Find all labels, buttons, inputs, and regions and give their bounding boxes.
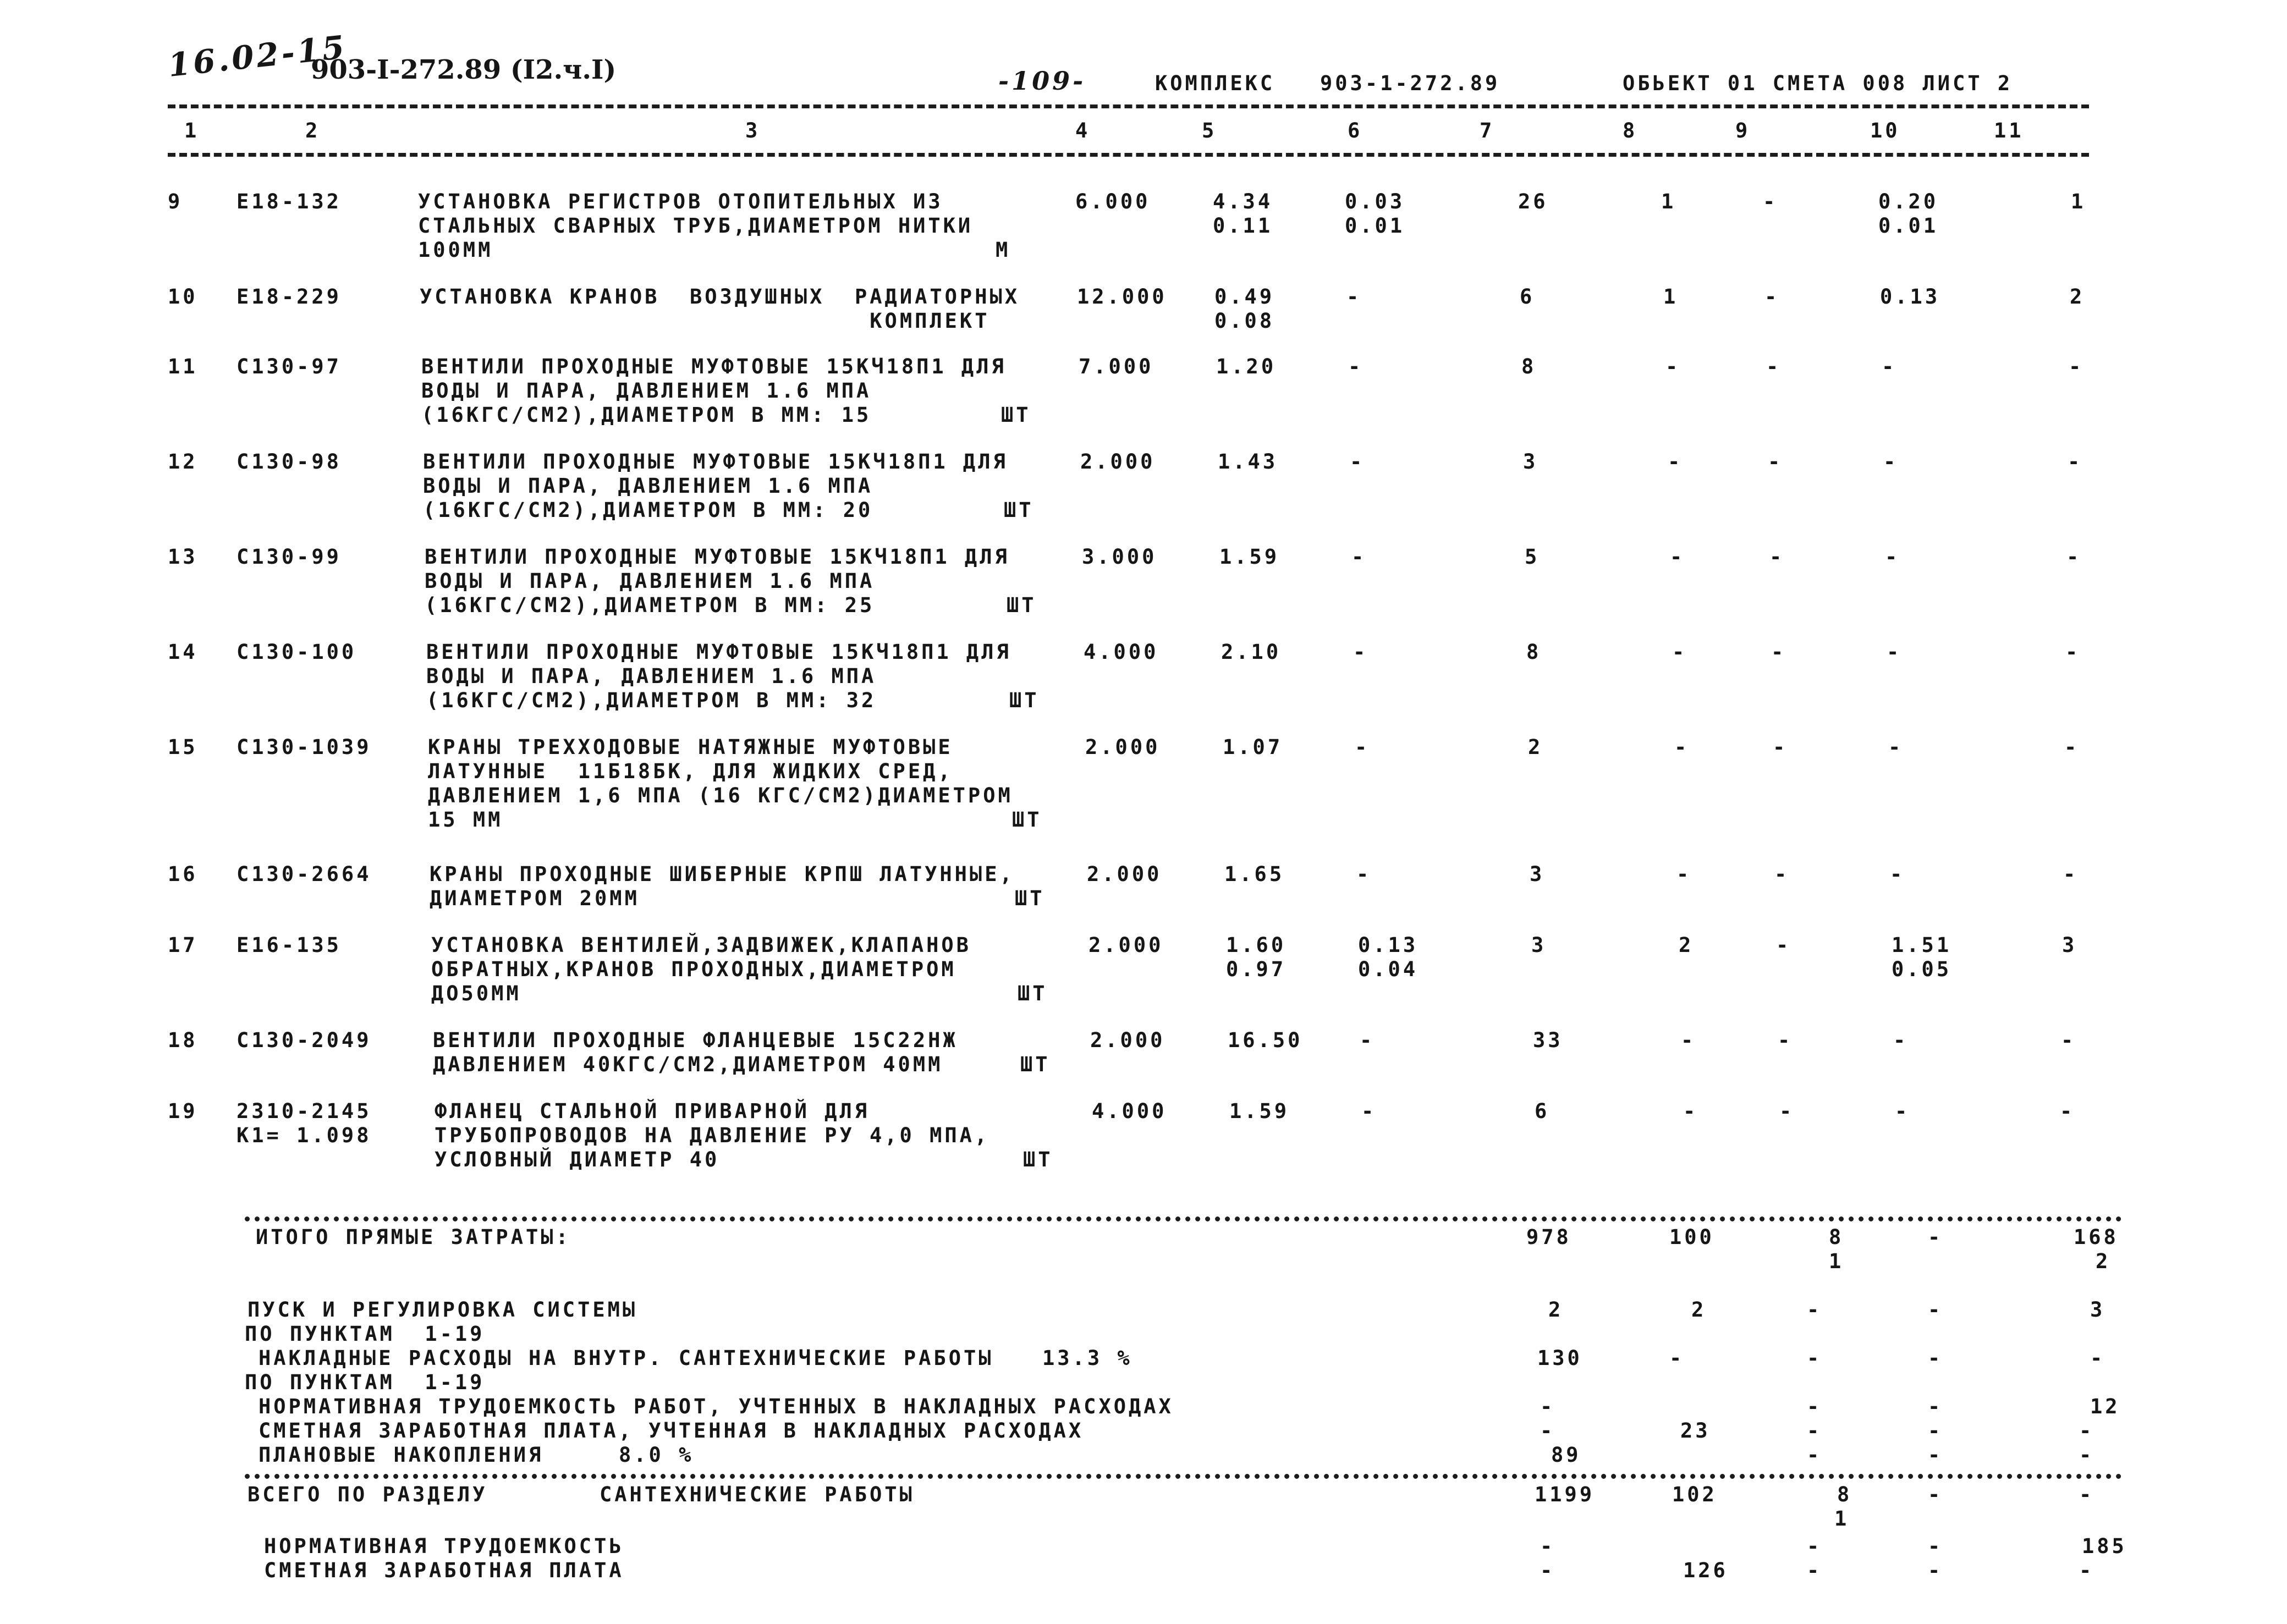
wage2-c9: - [1807,1559,1822,1582]
row-c8: - [1681,1028,1696,1052]
row-description-line: УСТАНОВКА ВЕНТИЛЕЙ,ЗАДВИЖЕК,КЛАПАНОВ [431,933,971,957]
row-unit: М [996,238,1011,262]
row-number: 17 [168,933,198,957]
row-description-line: (16КГС/СМ2),ДИАМЕТРОМ В ММ: 25 [425,593,875,617]
wage2-c8: 126 [1683,1559,1728,1582]
row-unit: ШТ [1020,1053,1051,1076]
startup-label: ПУСК И РЕГУЛИРОВКА СИСТЕМЫ [248,1298,638,1322]
labor-c9: - [1807,1534,1822,1558]
row-c7: 6 [1520,285,1535,309]
row-quantity: 6.000 [1075,190,1151,213]
row-description-line: ДИАМЕТРОМ 20ММ [430,887,640,910]
row-c11: - [2064,735,2080,759]
startup-c11: 3 [2090,1298,2105,1322]
row-description-line: ОБРАТНЫХ,КРАНОВ ПРОХОДНЫХ,ДИАМЕТРОМ [431,957,956,981]
row-code: 2310-2145 [237,1099,372,1123]
direct-costs-c11b: 2 [2096,1249,2111,1273]
wage2-c10: - [1928,1559,1943,1582]
section-c9a: 8 [1837,1483,1852,1506]
row-description-line: ВЕНТИЛИ ПРОХОДНЫЕ МУФТОВЫЕ 15КЧ18П1 ДЛЯ [421,355,1007,378]
direct-costs-label: ИТОГО ПРЯМЫЕ ЗАТРАТЫ: [256,1225,571,1249]
column-number: 8 [1623,119,1638,142]
column-number: 10 [1870,119,1900,142]
row-c7: 3 [1523,450,1538,474]
row-c5-main: 1.07 [1223,735,1283,759]
row-description-line: ДАВЛЕНИЕМ 40КГС/СМ2,ДИАМЕТРОМ 40ММ [433,1053,943,1076]
row-c8: 1 [1663,285,1679,309]
column-number: 6 [1348,119,1363,142]
row-c9: - [1779,1099,1795,1123]
row-c8: - [1665,355,1681,378]
row-c10-main: - [1888,735,1904,759]
row-c10-sub: 0.01 [1878,214,1939,238]
row-c8: 2 [1679,933,1694,957]
row-unit: ШТ [1004,498,1034,522]
section-c8: 102 [1672,1483,1717,1506]
row-c5-sub: 0.97 [1226,957,1287,981]
row-c10-main: 0.20 [1878,190,1939,213]
row-c6-sub: 0.04 [1358,957,1419,981]
labor-norm-c10: - [1928,1395,1943,1418]
row-quantity: 12.000 [1077,285,1167,309]
row-description-line: ВОДЫ И ПАРА, ДАВЛЕНИЕМ 1.6 МПА [426,664,877,688]
column-number: 3 [745,119,761,142]
section-c10: - [1928,1483,1943,1506]
overhead-percent: 13.3 % [1042,1346,1132,1370]
row-c8: - [1670,545,1685,569]
row-c10-main: - [1893,1028,1909,1052]
wage-c7: - [1540,1419,1555,1443]
labor-c10: - [1928,1534,1943,1558]
wage-c10: - [1928,1419,1943,1443]
row-c7: 6 [1535,1099,1550,1123]
row-c6-main: - [1350,450,1365,474]
savings-c10: - [1928,1443,1943,1467]
row-description-line: КОМПЛЕКТ [420,309,990,333]
complex-code: 903-1-272.89 [1320,71,1500,95]
row-description-line: (16КГС/СМ2),ДИАМЕТРОМ В ММ: 15 [421,403,872,427]
row-c11: - [2060,1099,2075,1123]
row-quantity: 4.000 [1092,1099,1167,1123]
column-number: 5 [1202,119,1217,142]
row-c5-main: 1.59 [1229,1099,1290,1123]
row-unit: ШТ [1012,808,1042,832]
row-code: С130-98 [237,450,342,474]
row-description-line: ТРУБОПРОВОДОВ НА ДАВЛЕНИЕ РУ 4,0 МПА, [435,1124,990,1147]
row-unit: ШТ [1009,689,1040,712]
column-number: 2 [305,119,321,142]
header-rule-bottom [168,153,2089,157]
labor-c11: 185 [2082,1534,2127,1558]
labor-norm-c7: - [1540,1395,1555,1418]
row-c9: - [1769,545,1785,569]
row-unit: ШТ [1018,982,1048,1005]
row-c11: - [2065,640,2081,664]
row-c7: 2 [1528,735,1543,759]
row-code: С130-97 [237,355,342,378]
row-number: 12 [168,450,198,474]
wage-c8: 23 [1680,1419,1711,1443]
row-quantity: 2.000 [1085,735,1161,759]
row-description-line: ФЛАНЕЦ СТАЛЬНОЙ ПРИВАРНОЙ ДЛЯ [435,1099,870,1123]
row-description-line: УСЛОВНЫЙ ДИАМЕТР 40 [435,1148,720,1171]
row-c5-main: 1.60 [1226,933,1287,957]
row-c11: - [2068,450,2083,474]
row-c6-main: 0.03 [1345,190,1405,213]
row-description-line: УСТАНОВКА КРАНОВ ВОЗДУШНЫХ РАДИАТОРНЫХ [420,285,1020,309]
row-code: С130-99 [237,545,342,569]
row-description-line: ВЕНТИЛИ ПРОХОДНЫЕ ФЛАНЦЕВЫЕ 15С22НЖ [433,1028,958,1052]
section-c11: - [2079,1483,2094,1506]
row-description-line: КРАНЫ ПРОХОДНЫЕ ШИБЕРНЫЕ КРПШ ЛАТУННЫЕ, [430,862,1015,886]
column-number: 4 [1075,119,1091,142]
wage2-c11: - [2079,1559,2094,1582]
row-c10-main: - [1882,355,1897,378]
row-c5-main: 1.59 [1219,545,1280,569]
row-number: 15 [168,735,198,759]
row-c11: 1 [2071,190,2086,213]
row-quantity: 2.000 [1090,1028,1166,1052]
row-c6-main: - [1355,735,1370,759]
row-c11: - [2066,545,2082,569]
row-c9: - [1773,735,1788,759]
row-quantity: 7.000 [1079,355,1154,378]
row-c9: - [1776,933,1791,957]
startup-c9: - [1807,1298,1822,1322]
row-c9: - [1764,285,1780,309]
row-c6-main: - [1360,1028,1375,1052]
overhead-c11: - [2090,1346,2105,1370]
wage-c9: - [1807,1419,1822,1443]
row-description-line: ВЕНТИЛИ ПРОХОДНЫЕ МУФТОВЫЕ 15КЧ18П1 ДЛЯ [425,545,1010,569]
page-number: -109- [998,66,1086,96]
wage2-c7: - [1540,1559,1555,1582]
row-c11: 3 [2062,933,2077,957]
row-coefficient: К1= 1.098 [237,1124,372,1147]
row-c9: - [1771,640,1786,664]
totals-rule-top [245,1216,2122,1221]
row-unit: ШТ [1023,1148,1053,1171]
row-code: Е18-229 [237,285,342,309]
row-c9: - [1778,1028,1793,1052]
labor-norm-c9: - [1807,1395,1822,1418]
row-quantity: 4.000 [1084,640,1159,664]
row-c6-main: - [1356,862,1372,886]
row-description-line: КРАНЫ ТРЕХХОДОВЫЕ НАТЯЖНЫЕ МУФТОВЫЕ [428,735,953,759]
row-c10-main: 0.13 [1880,285,1940,309]
row-description-line: 15 ММ [428,808,503,832]
row-number: 11 [168,355,198,378]
row-quantity: 2.000 [1087,862,1162,886]
row-c9: - [1766,355,1782,378]
row-c5-main: 1.65 [1224,862,1285,886]
row-c8: - [1672,640,1687,664]
row-c11: - [2063,862,2079,886]
labor-c7: - [1540,1534,1555,1558]
direct-costs-c7: 978 [1526,1225,1571,1249]
row-description-line: (16КГС/СМ2),ДИАМЕТРОМ В ММ: 20 [423,498,873,522]
row-c10-main: - [1890,862,1905,886]
row-code: С130-2049 [237,1028,372,1052]
column-number: 1 [184,119,200,142]
overhead-c10: - [1928,1346,1943,1370]
row-code: Е18-132 [237,190,342,213]
row-unit: ШТ [1015,887,1045,910]
direct-costs-c11a: 168 [2074,1225,2119,1249]
row-number: 16 [168,862,198,886]
row-c5-main: 2.10 [1221,640,1282,664]
row-c7: 5 [1525,545,1540,569]
row-description-line: ВЕНТИЛИ ПРОХОДНЫЕ МУФТОВЫЕ 15КЧ18П1 ДЛЯ [426,640,1011,664]
row-c6-main: - [1351,545,1367,569]
savings-c9: - [1807,1443,1822,1467]
section-c9b: 1 [1834,1507,1850,1531]
row-number: 13 [168,545,198,569]
header-rule-top [168,104,2089,108]
startup-c10: - [1928,1298,1943,1322]
overhead-sub: ПО ПУНКТАМ 1-19 [245,1370,485,1394]
labor-label: НОРМАТИВНАЯ ТРУДОЕМКОСТЬ [264,1534,624,1558]
row-c5-main: 4.34 [1213,190,1273,213]
direct-costs-c9b: 1 [1829,1249,1844,1273]
row-c5-main: 1.43 [1218,450,1278,474]
row-description-line: ВОДЫ И ПАРА, ДАВЛЕНИЕМ 1.6 МПА [421,379,872,403]
row-number: 19 [168,1099,198,1123]
row-unit: ШТ [1007,593,1037,617]
row-description-line: ВОДЫ И ПАРА, ДАВЛЕНИЕМ 1.6 МПА [425,569,875,593]
overhead-c8: - [1669,1346,1685,1370]
row-number: 18 [168,1028,198,1052]
row-description-line: СТАЛЬНЫХ СВАРНЫХ ТРУБ,ДИАМЕТРОМ НИТКИ [418,214,974,238]
row-c5-main: 16.50 [1228,1028,1303,1052]
row-c6-main: - [1361,1099,1377,1123]
section-name: САНТЕХНИЧЕСКИЕ РАБОТЫ [600,1483,915,1506]
row-c5-sub: 0.11 [1213,214,1273,238]
overhead-c9: - [1807,1346,1822,1370]
row-quantity: 3.000 [1082,545,1157,569]
row-description-line: ВЕНТИЛИ ПРОХОДНЫЕ МУФТОВЫЕ 15КЧ18П1 ДЛЯ [423,450,1008,474]
row-c10-main: - [1883,450,1899,474]
row-c7: 26 [1518,190,1548,213]
savings-c11: - [2079,1443,2094,1467]
startup-c7: 2 [1548,1298,1564,1322]
row-c8: - [1683,1099,1698,1123]
overhead-c7: 130 [1537,1346,1582,1370]
row-description-line: 100ММ [418,238,493,262]
wage-label: СМЕТНАЯ ЗАРАБОТНАЯ ПЛАТА, УЧТЕННАЯ В НАКЛАДНЫХ РАСХОДАХ [259,1419,1084,1443]
row-c10-main: 1.51 [1892,933,1952,957]
labor-norm-c11: 12 [2090,1395,2120,1418]
column-number: 9 [1735,119,1751,142]
row-description-line: ДО50ММ [431,982,521,1005]
row-description-line: ВОДЫ И ПАРА, ДАВЛЕНИЕМ 1.6 МПА [423,474,873,498]
savings-c7: 89 [1551,1443,1581,1467]
row-c7: 8 [1521,355,1537,378]
row-code: Е16-135 [237,933,342,957]
row-number: 10 [168,285,198,309]
row-description-line: (16КГС/СМ2),ДИАМЕТРОМ В ММ: 32 [426,689,877,712]
row-c9: - [1763,190,1778,213]
row-c8: - [1674,735,1690,759]
direct-costs-c8: 100 [1669,1225,1714,1249]
object-line: ОБЬЕКТ 01 СМЕТА 008 ЛИСТ 2 [1623,71,2013,95]
row-quantity: 2.000 [1088,933,1164,957]
startup-sub: ПО ПУНКТАМ 1-19 [245,1322,485,1346]
section-c7: 1199 [1535,1483,1595,1506]
row-c6-main: 0.13 [1358,933,1419,957]
handwritten-reference: 16.02-15 [166,28,349,84]
section-label: ВСЕГО ПО РАЗДЕЛУ [248,1483,488,1506]
row-c8: - [1668,450,1683,474]
row-c6-sub: 0.01 [1345,214,1405,238]
direct-costs-c10: - [1928,1225,1943,1249]
row-code: С130-1039 [237,735,372,759]
document-code: 903-I-272.89 (I2.ч.I) [311,54,617,85]
row-quantity: 2.000 [1080,450,1156,474]
overhead-label: НАКЛАДНЫЕ РАСХОДЫ НА ВНУТР. САНТЕХНИЧЕСКИЕ РАБОТЫ [259,1346,994,1370]
row-number: 9 [168,190,183,213]
row-c11: 2 [2070,285,2085,309]
row-code: С130-2664 [237,862,372,886]
labor-norm-label: НОРМАТИВНАЯ ТРУДОЕМКОСТЬ РАБОТ, УЧТЕННЫХ В НАКЛАДНЫХ РАСХОДАХ [259,1395,1174,1418]
row-c6-main: - [1346,285,1362,309]
row-c10-main: - [1887,640,1902,664]
wage2-label: СМЕТНАЯ ЗАРАБОТНАЯ ПЛАТА [264,1559,624,1582]
row-description-line: ДАВЛЕНИЕМ 1,6 МПА (16 КГС/СМ2)ДИАМЕТРОМ [428,784,1013,807]
row-c11: - [2061,1028,2076,1052]
row-c7: 3 [1530,862,1545,886]
row-code: С130-100 [237,640,357,664]
row-c6-main: - [1353,640,1368,664]
row-unit: ШТ [1001,403,1031,427]
totals-rule-bottom [245,1474,2122,1479]
row-c5-main: 1.20 [1216,355,1277,378]
row-c6-main: - [1348,355,1364,378]
row-number: 14 [168,640,198,664]
row-description-line: УСТАНОВКА РЕГИСТРОВ ОТОПИТЕЛЬНЫХ ИЗ [418,190,943,213]
column-number: 11 [1994,119,2024,142]
row-c7: 33 [1533,1028,1563,1052]
savings-percent: 8.0 % [619,1443,694,1467]
savings-label: ПЛАНОВЫЕ НАКОПЛЕНИЯ [259,1443,544,1467]
row-c7: 8 [1526,640,1542,664]
row-c5-main: 0.49 [1214,285,1275,309]
row-c8: - [1676,862,1692,886]
row-c8: 1 [1661,190,1676,213]
row-c9: - [1768,450,1783,474]
row-c9: - [1774,862,1790,886]
complex-label: КОМПЛЕКС [1155,71,1276,95]
row-c5-sub: 0.08 [1214,309,1275,333]
row-c10-main: - [1895,1099,1910,1123]
startup-c8: 2 [1691,1298,1707,1322]
column-number: 7 [1480,119,1495,142]
row-c10-main: - [1885,545,1900,569]
row-c10-sub: 0.05 [1892,957,1952,981]
row-c7: 3 [1531,933,1547,957]
direct-costs-c9a: 8 [1829,1225,1844,1249]
row-description-line: ЛАТУННЫЕ 11Б18БК, ДЛЯ ЖИДКИХ СРЕД, [428,759,953,783]
row-c11: - [2069,355,2084,378]
wage-c11: - [2079,1419,2094,1443]
